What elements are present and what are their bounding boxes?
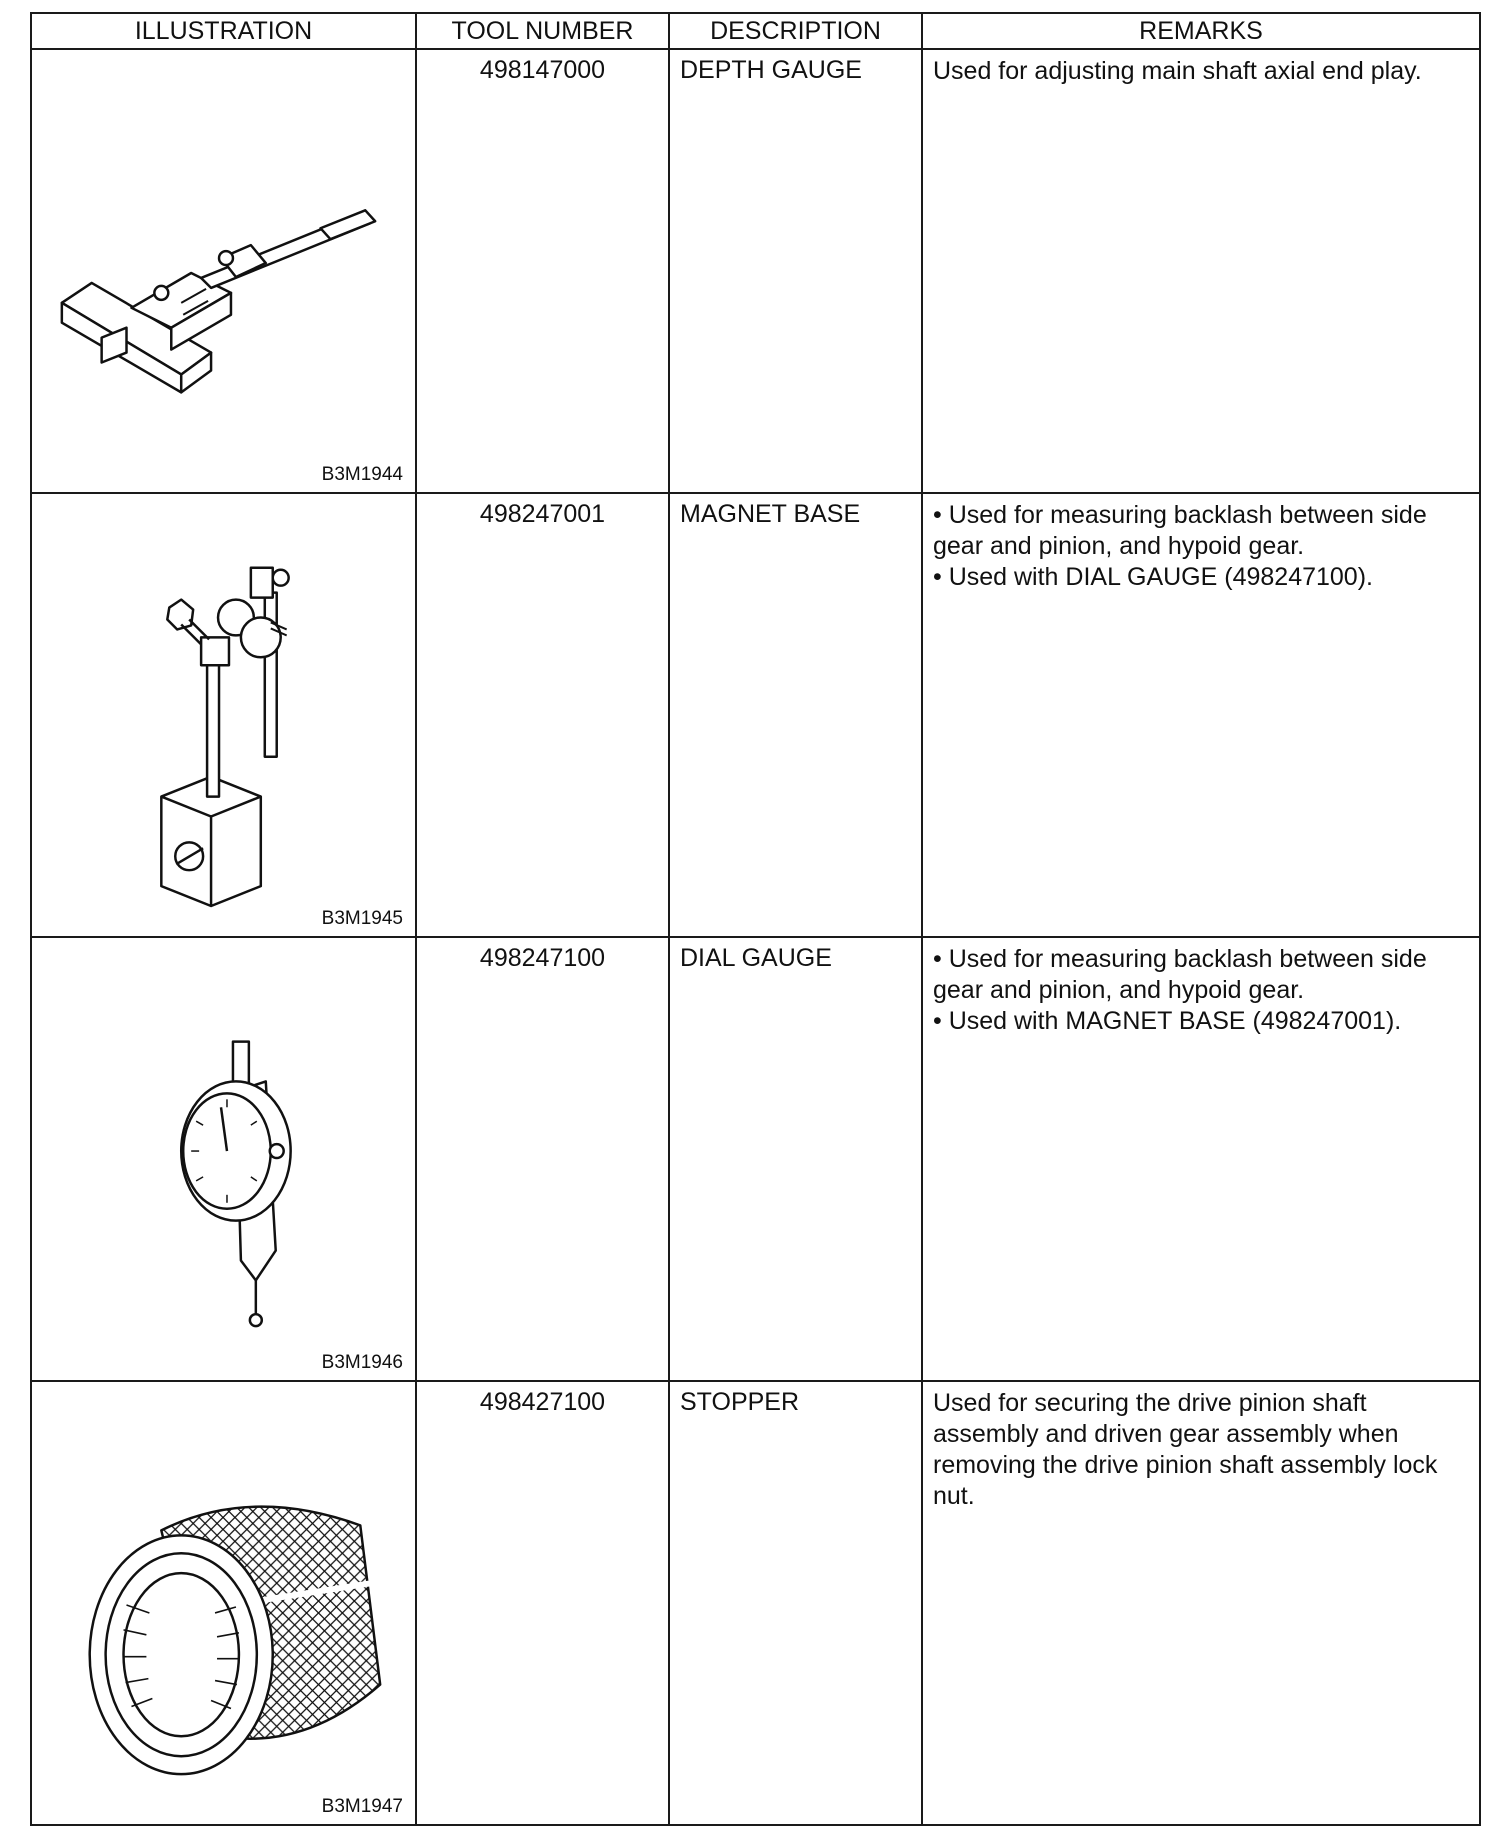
dial-gauge-illustration bbox=[32, 938, 415, 1380]
figure-code: B3M1947 bbox=[321, 1796, 403, 1817]
table-row bbox=[31, 937, 1480, 1381]
remarks-cell bbox=[922, 493, 1480, 937]
tool-number-cell: 498247100 bbox=[416, 937, 669, 1381]
header-tool-number: TOOL NUMBER bbox=[416, 13, 669, 49]
remark-line: • Used for measuring backlash between side gear and pinion, and hypoid gear. bbox=[933, 945, 1427, 1004]
illustration-cell bbox=[31, 49, 416, 493]
stopper-illustration bbox=[32, 1382, 415, 1824]
description-cell: DIAL GAUGE bbox=[669, 937, 922, 1381]
header-description: DESCRIPTION bbox=[669, 13, 922, 49]
remark-line: Used for securing the drive pinion shaft assembly and driven gear assembly when removing the drive pinion shaft assembly lock nut. bbox=[933, 1389, 1438, 1510]
remarks-cell bbox=[922, 937, 1480, 1381]
remark-line: • Used with MAGNET BASE (498247001). bbox=[933, 1007, 1402, 1035]
header-remarks: REMARKS bbox=[922, 13, 1480, 49]
description-cell: DEPTH GAUGE bbox=[669, 49, 922, 493]
tool-number-cell: 498427100 bbox=[416, 1381, 669, 1825]
header-illustration: ILLUSTRATION bbox=[31, 13, 416, 49]
illustration-cell bbox=[31, 1381, 416, 1825]
remark-line: • Used with DIAL GAUGE (498247100). bbox=[933, 563, 1373, 591]
table-row bbox=[31, 493, 1480, 937]
description-cell: MAGNET BASE bbox=[669, 493, 922, 937]
tool-number-cell: 498247001 bbox=[416, 493, 669, 937]
tool-number-cell: 498147000 bbox=[416, 49, 669, 493]
remark-line: • Used for measuring backlash between side gear and pinion, and hypoid gear. bbox=[933, 501, 1427, 560]
remark-line: Used for adjusting main shaft axial end play. bbox=[933, 57, 1422, 85]
figure-code: B3M1944 bbox=[321, 464, 403, 485]
description-cell: STOPPER bbox=[669, 1381, 922, 1825]
depth-gauge-illustration bbox=[32, 50, 415, 492]
figure-code: B3M1946 bbox=[321, 1352, 403, 1373]
remarks-cell bbox=[922, 49, 1480, 493]
illustration-cell bbox=[31, 493, 416, 937]
table-row bbox=[31, 1381, 1480, 1825]
remarks-cell bbox=[922, 1381, 1480, 1825]
table-header-row bbox=[31, 13, 1480, 49]
illustration-cell bbox=[31, 937, 416, 1381]
table-row bbox=[31, 49, 1480, 493]
magnet-base-illustration bbox=[32, 494, 415, 936]
special-tools-table bbox=[30, 12, 1481, 1826]
figure-code: B3M1945 bbox=[321, 908, 403, 929]
